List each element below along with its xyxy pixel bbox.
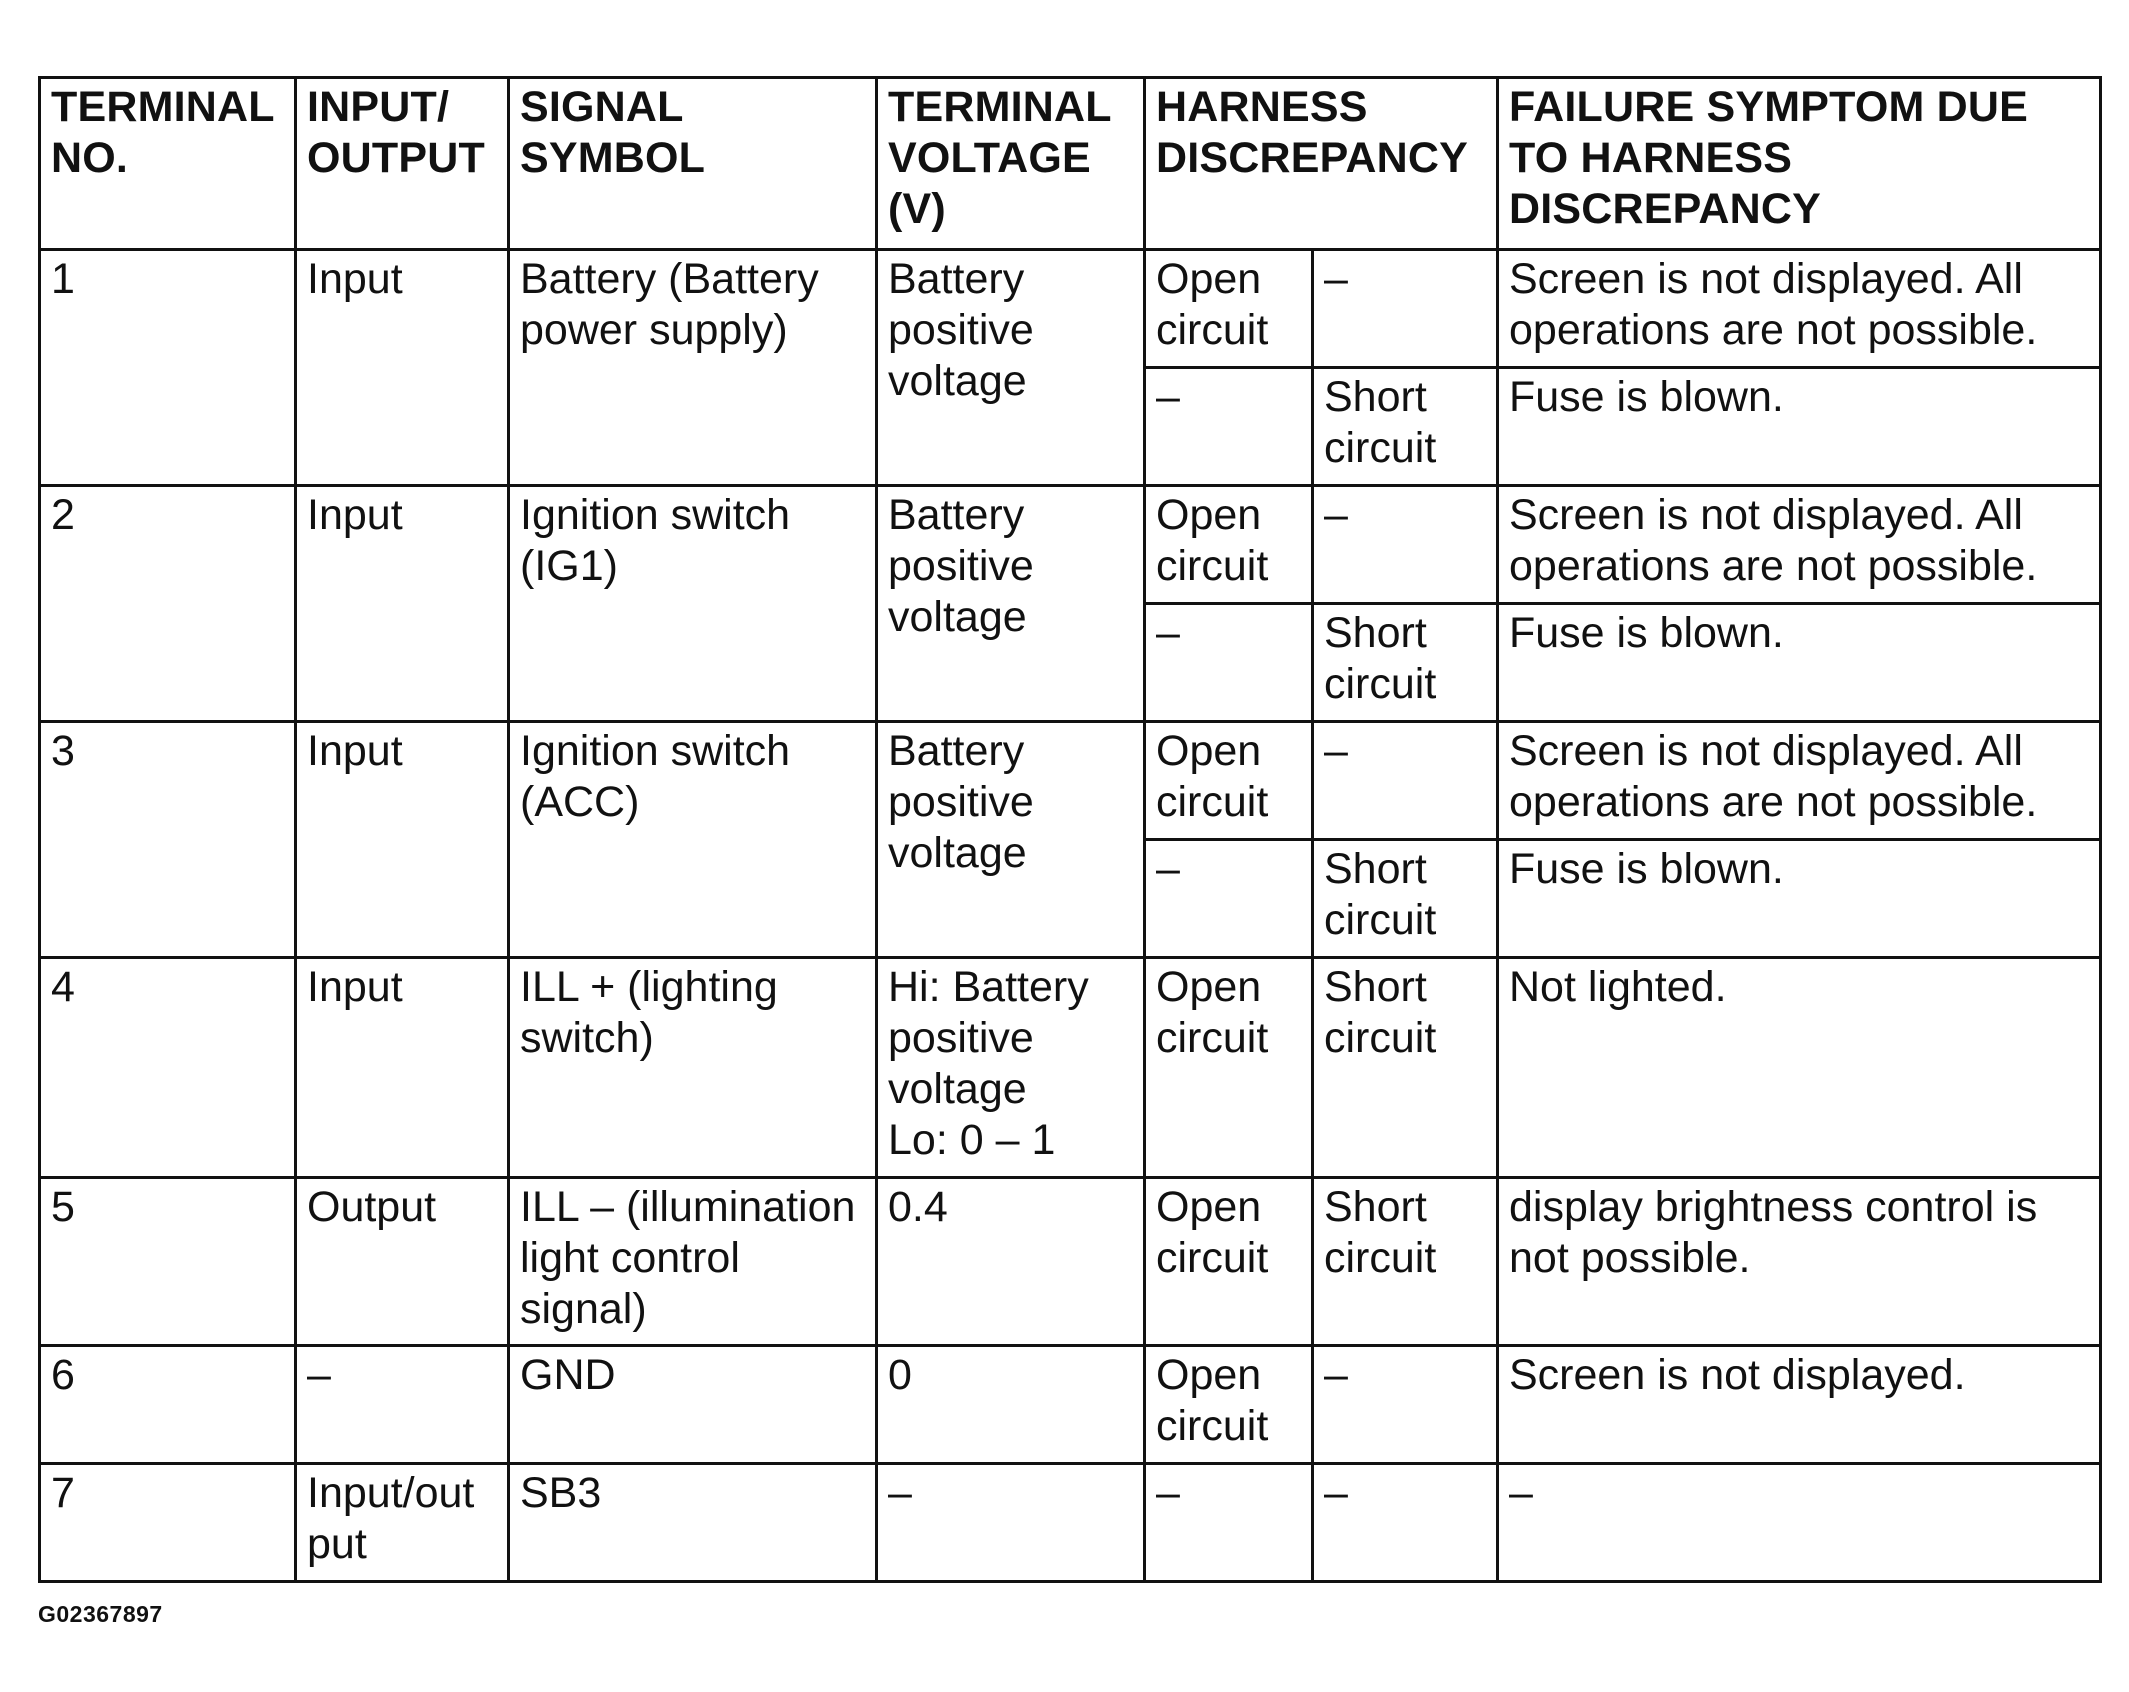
cell-signal-symbol: SB3 bbox=[509, 1464, 877, 1582]
cell-short-circuit: – bbox=[1313, 486, 1498, 604]
header-terminal-voltage: TERMINAL VOLTAGE (V) bbox=[877, 78, 1145, 250]
figure-id: G02367897 bbox=[38, 1601, 163, 1627]
cell-failure-symptom: – bbox=[1498, 1464, 2101, 1582]
header-failure-symptom: FAILURE SYMPTOM DUE TO HARNESS DISCREPANCY bbox=[1498, 78, 2101, 250]
table-row bbox=[40, 486, 2101, 604]
cell-open-circuit: – bbox=[1145, 840, 1313, 958]
cell-failure-symptom: Not lighted. bbox=[1498, 958, 2101, 1178]
cell-terminal-no: 4 bbox=[40, 958, 296, 1178]
cell-terminal-no: 7 bbox=[40, 1464, 296, 1582]
header-harness-discrepancy: HARNESS DISCREPANCY bbox=[1145, 78, 1498, 250]
cell-input-output: – bbox=[296, 1346, 509, 1464]
cell-input-output: Input bbox=[296, 250, 509, 486]
header-input-output: INPUT/ OUTPUT bbox=[296, 78, 509, 250]
cell-terminal-voltage: 0 bbox=[877, 1346, 1145, 1464]
table-row bbox=[40, 1464, 2101, 1582]
cell-short-circuit: Short circuit bbox=[1313, 958, 1498, 1178]
cell-open-circuit: Open circuit bbox=[1145, 958, 1313, 1178]
cell-terminal-voltage: Battery positive voltage bbox=[877, 486, 1145, 722]
cell-terminal-voltage: Battery positive voltage bbox=[877, 722, 1145, 958]
cell-failure-symptom: Screen is not displayed. bbox=[1498, 1346, 2101, 1464]
cell-input-output: Input/out put bbox=[296, 1464, 509, 1582]
table-row bbox=[40, 1346, 2101, 1464]
cell-terminal-no: 5 bbox=[40, 1178, 296, 1346]
cell-open-circuit: – bbox=[1145, 368, 1313, 486]
header-row bbox=[40, 78, 2101, 250]
table-row bbox=[40, 250, 2101, 368]
cell-signal-symbol: ILL + (lighting switch) bbox=[509, 958, 877, 1178]
cell-input-output: Input bbox=[296, 722, 509, 958]
cell-open-circuit: – bbox=[1145, 604, 1313, 722]
cell-failure-symptom: Screen is not displayed. All operations are not possible. bbox=[1498, 250, 2101, 368]
table-row bbox=[40, 1178, 2101, 1346]
cell-short-circuit: Short circuit bbox=[1313, 604, 1498, 722]
table-row bbox=[40, 958, 2101, 1178]
cell-signal-symbol: GND bbox=[509, 1346, 877, 1464]
cell-signal-symbol: Ignition switch (IG1) bbox=[509, 486, 877, 722]
cell-short-circuit: – bbox=[1313, 1346, 1498, 1464]
cell-failure-symptom: Screen is not displayed. All operations are not possible. bbox=[1498, 486, 2101, 604]
cell-short-circuit: – bbox=[1313, 1464, 1498, 1582]
cell-input-output: Input bbox=[296, 486, 509, 722]
header-signal-symbol: SIGNAL SYMBOL bbox=[509, 78, 877, 250]
terminal-table bbox=[38, 76, 2102, 1583]
cell-terminal-voltage: Battery positive voltage bbox=[877, 250, 1145, 486]
cell-input-output: Input bbox=[296, 958, 509, 1178]
cell-failure-symptom: Fuse is blown. bbox=[1498, 368, 2101, 486]
cell-open-circuit: Open circuit bbox=[1145, 1346, 1313, 1464]
cell-open-circuit: – bbox=[1145, 1464, 1313, 1582]
cell-short-circuit: – bbox=[1313, 250, 1498, 368]
cell-failure-symptom: Fuse is blown. bbox=[1498, 840, 2101, 958]
cell-short-circuit: – bbox=[1313, 722, 1498, 840]
cell-open-circuit: Open circuit bbox=[1145, 250, 1313, 368]
cell-open-circuit: Open circuit bbox=[1145, 1178, 1313, 1346]
cell-signal-symbol: Ignition switch (ACC) bbox=[509, 722, 877, 958]
cell-failure-symptom: display brightness control is not possible. bbox=[1498, 1178, 2101, 1346]
cell-terminal-voltage: – bbox=[877, 1464, 1145, 1582]
cell-failure-symptom: Fuse is blown. bbox=[1498, 604, 2101, 722]
cell-signal-symbol: Battery (Battery power supply) bbox=[509, 250, 877, 486]
cell-terminal-no: 1 bbox=[40, 250, 296, 486]
cell-input-output: Output bbox=[296, 1178, 509, 1346]
cell-short-circuit: Short circuit bbox=[1313, 368, 1498, 486]
cell-terminal-no: 6 bbox=[40, 1346, 296, 1464]
cell-open-circuit: Open circuit bbox=[1145, 722, 1313, 840]
cell-failure-symptom: Screen is not displayed. All operations are not possible. bbox=[1498, 722, 2101, 840]
cell-terminal-no: 3 bbox=[40, 722, 296, 958]
cell-terminal-voltage: Hi: Battery positive voltage Lo: 0 – 1 bbox=[877, 958, 1145, 1178]
cell-signal-symbol: ILL – (illumination light control signal) bbox=[509, 1178, 877, 1346]
cell-short-circuit: Short circuit bbox=[1313, 1178, 1498, 1346]
cell-short-circuit: Short circuit bbox=[1313, 840, 1498, 958]
header-terminal-no: TERMINAL NO. bbox=[40, 78, 296, 250]
cell-open-circuit: Open circuit bbox=[1145, 486, 1313, 604]
cell-terminal-voltage: 0.4 bbox=[877, 1178, 1145, 1346]
cell-terminal-no: 2 bbox=[40, 486, 296, 722]
table-row bbox=[40, 722, 2101, 840]
